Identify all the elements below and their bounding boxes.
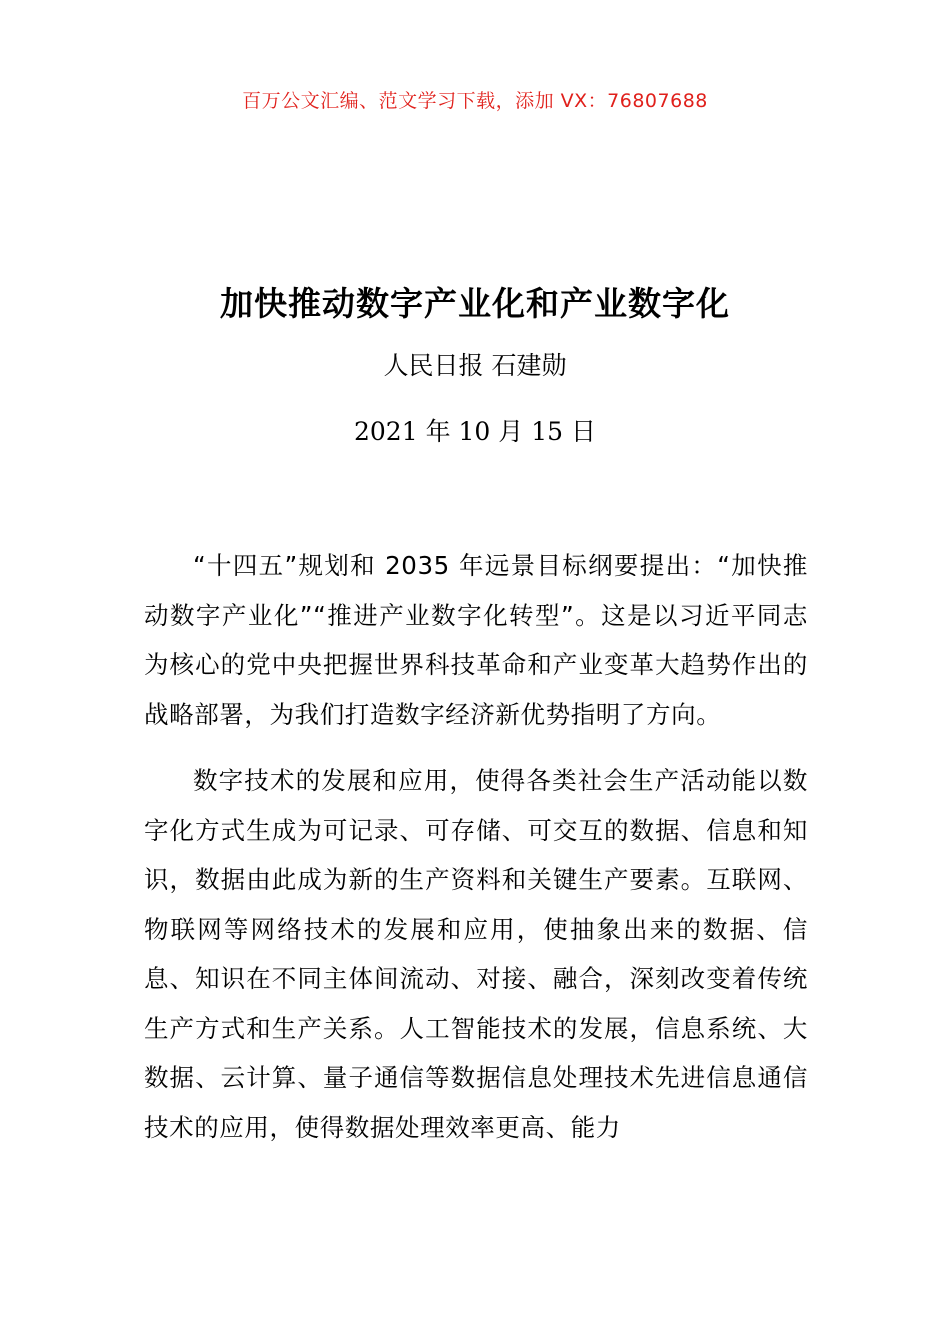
- document-byline: 人民日报 石建勋: [383, 351, 567, 380]
- document-date: 2021 年 10 月 15 日: [354, 417, 596, 446]
- document-title: 加快推动数字产业化和产业数字化: [220, 284, 730, 323]
- header-note: 百万公文汇编、范文学习下载，添加 VX：76807688: [242, 90, 708, 112]
- body-paragraph-2: 数字技术的发展和应用，使得各类社会生产活动能以数字化方式生成为可记录、可存储、可交互的数据、信息和知识，数据由此成为新的生产资料和关键生产要素。互联网、物联网等网络技术的发展和应用，使抽象出来的数据、信息、知识在不同主体间流动、对接、融合，深刻改变着传统生产方式和生产关系。人工智能技术的发展，信息系统、大数据、云计算、量子通信等数据信息处理技术先进信息通信技术的应用，使得数据处理效率更高、能力: [144, 766, 808, 1142]
- document-body: [144, 541, 808, 1169]
- body-paragraph-1: “十四五”规划和 2035 年远景目标纲要提出：“加快推动数字产业化”“推进产业数字化转型”。这是以习近平同志为核心的党中央把握世界科技革命和产业变革大趋势作出的战略部署，为我们打造数字经济新优势指明了方向。: [144, 551, 808, 729]
